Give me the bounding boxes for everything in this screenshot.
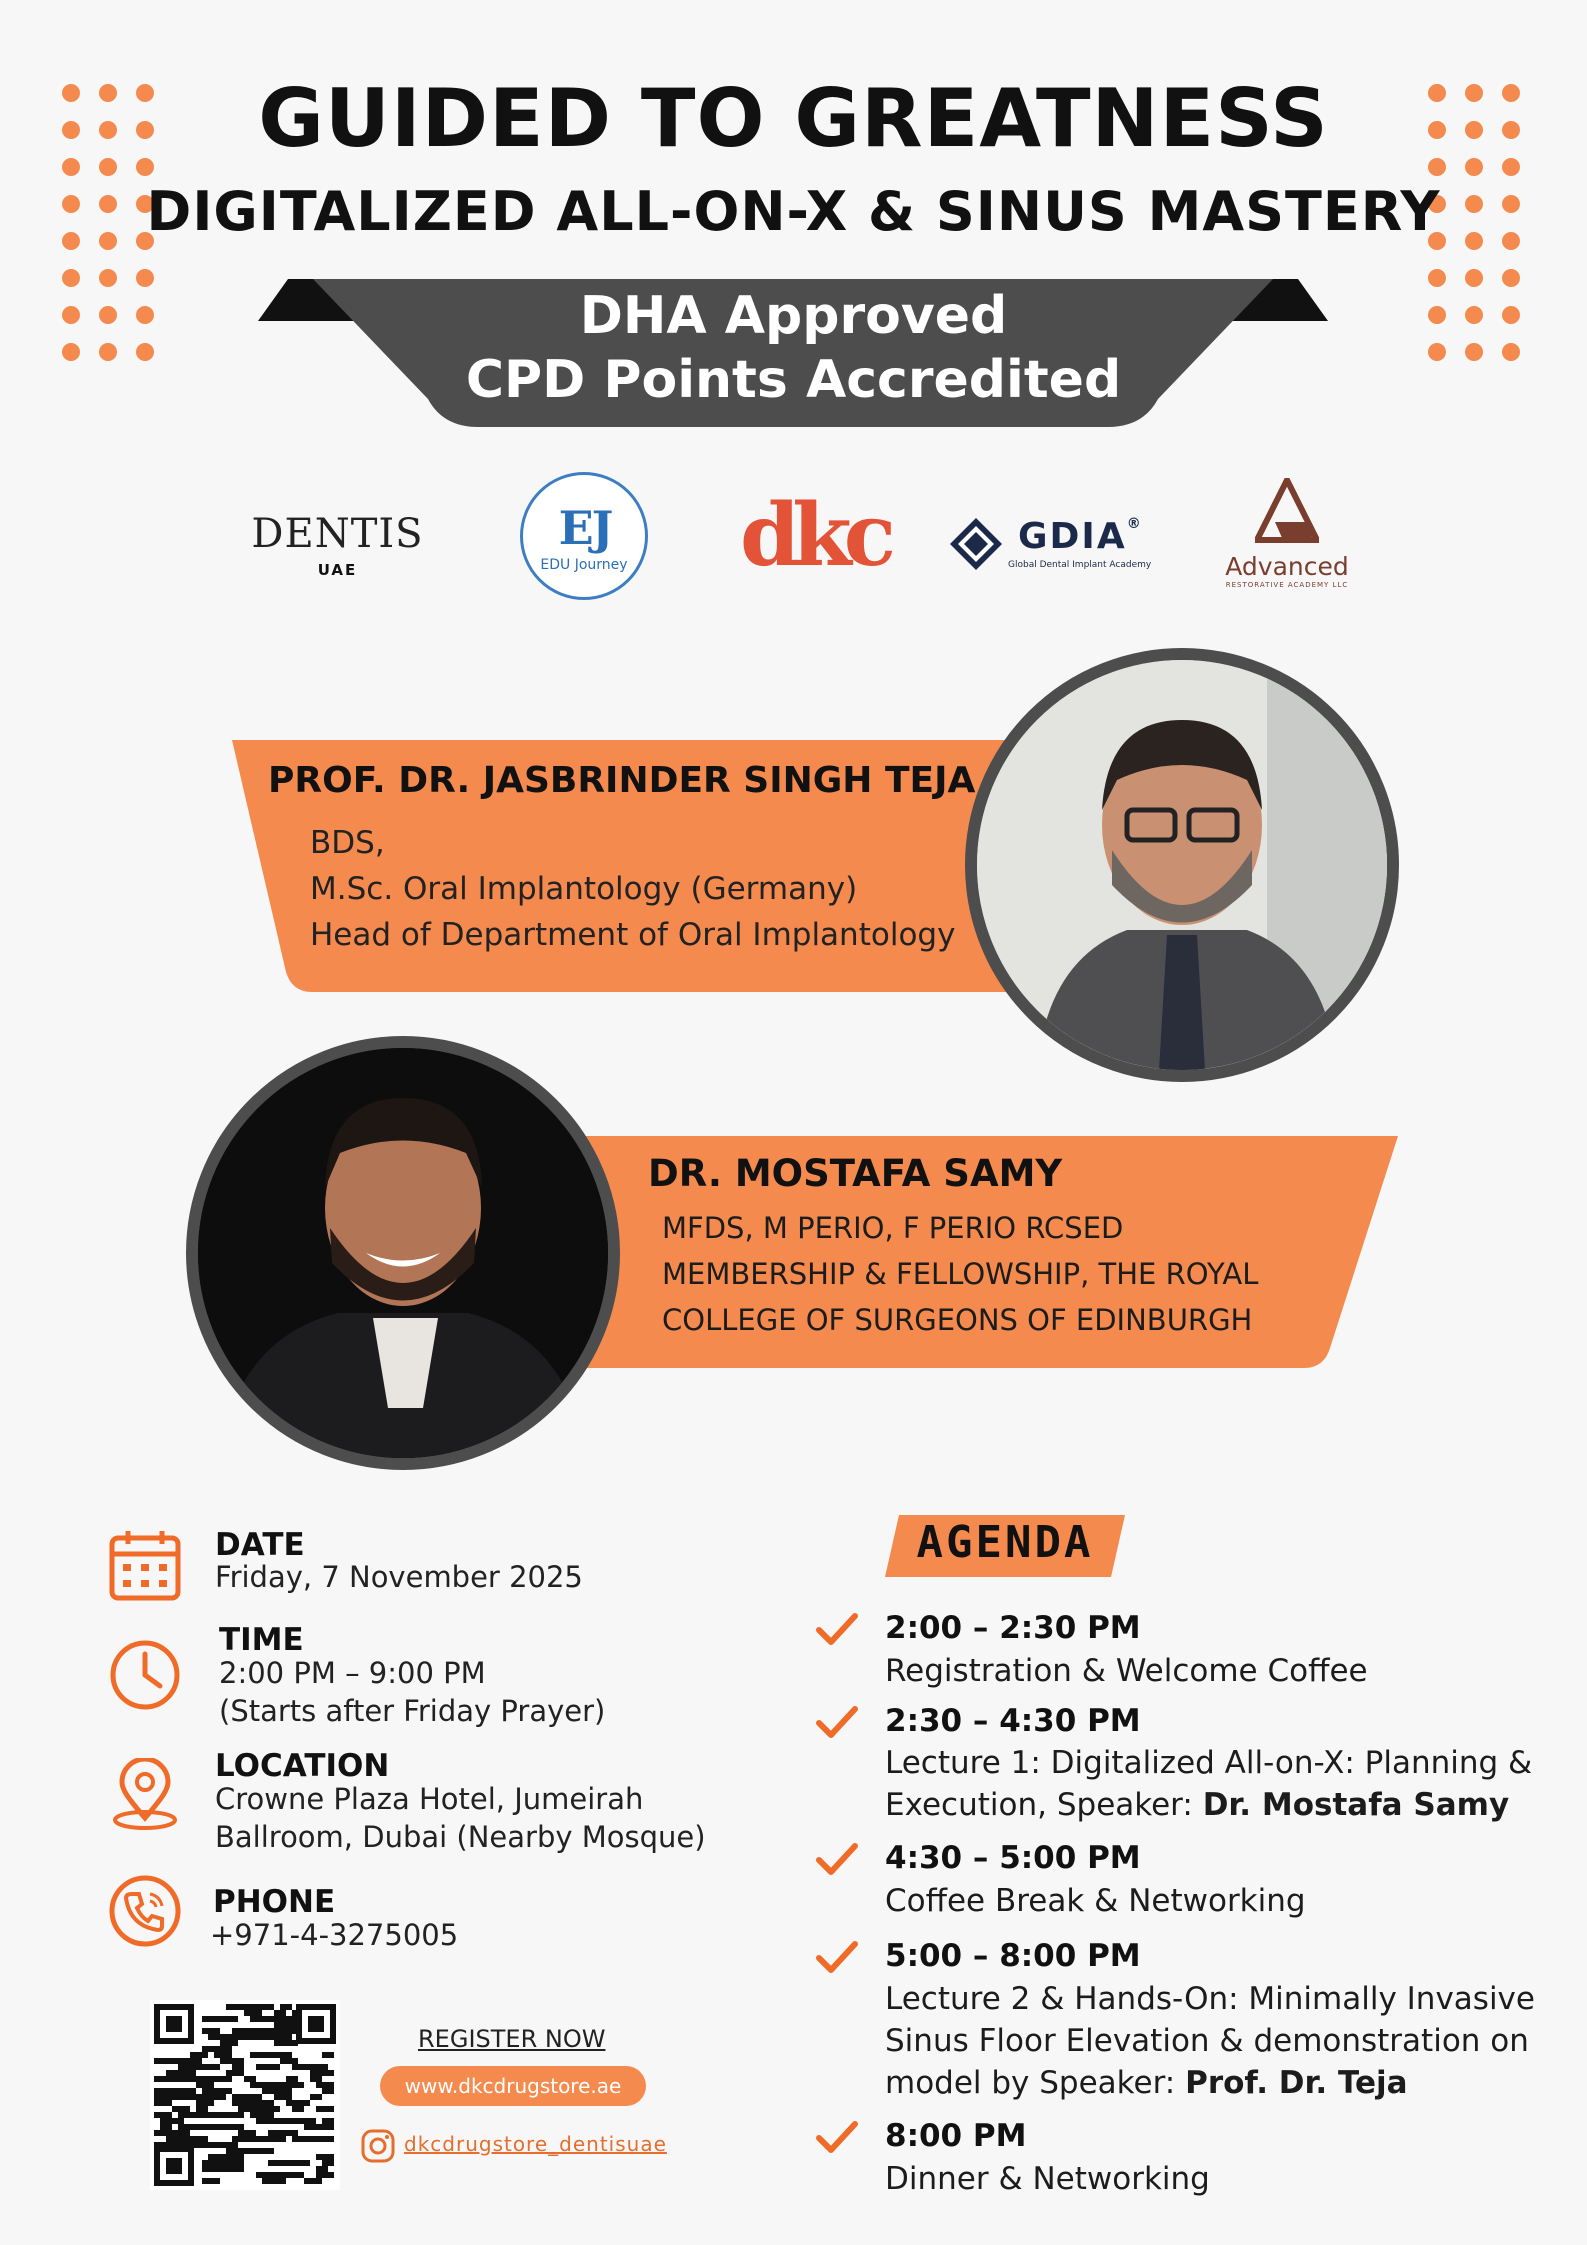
edu-journey-logo [520, 472, 648, 600]
time-value: 2:00 PM – 9:00 PM [219, 1656, 486, 1690]
phone-label: PHONE [213, 1884, 336, 1920]
page-subtitle: DIGITALIZED ALL-ON-X & SINUS MASTERY [146, 180, 1441, 243]
instagram-icon [360, 2128, 396, 2164]
agenda-item-text-part: model by Speaker: [885, 2065, 1186, 2101]
dentis-logo [245, 511, 430, 579]
banner-line-1: DHA Approved [579, 286, 1008, 346]
dentis-logo-name: DENTIS [251, 511, 424, 557]
agenda-heading: AGENDA [916, 1517, 1094, 1568]
speaker2-credential: MEMBERSHIP & FELLOWSHIP, THE ROYAL [662, 1257, 1259, 1291]
time-note: (Starts after Friday Prayer) [219, 1694, 606, 1728]
agenda-item-text: Coffee Break & Networking [885, 1883, 1306, 1919]
agenda-item-text-part: Execution, Speaker: [885, 1787, 1203, 1823]
advanced-triangle-icon [1255, 478, 1319, 544]
gdia-name [1018, 516, 1143, 557]
agenda-item-time: 2:00 – 2:30 PM [885, 1610, 1141, 1646]
speaker2-portrait [198, 1048, 608, 1458]
instagram-handle[interactable]: dkcdrugstore_dentisuae [404, 2132, 667, 2156]
gdia-logo [948, 512, 1158, 574]
gdia-sub: Global Dental Implant Academy [1008, 560, 1152, 570]
advanced-logo [1212, 478, 1362, 589]
agenda-item-text: Lecture 2 & Hands-On: Minimally Invasive [885, 1981, 1535, 2017]
speaker1-portrait [977, 660, 1387, 1070]
date-label: DATE [215, 1527, 305, 1563]
edu-journey-mark: EJ [558, 501, 612, 555]
check-icon [815, 1705, 859, 1741]
banner-line-2: CPD Points Accredited [465, 350, 1122, 410]
speaker2-credential: COLLEGE OF SURGEONS OF EDINBURGH [662, 1303, 1253, 1337]
location-label: LOCATION [215, 1748, 390, 1784]
agenda-item-text: Lecture 1: Digitalized All-on-X: Planning & [885, 1745, 1533, 1781]
speaker2-credential: MFDS, M PERIO, F PERIO RCSED [662, 1211, 1124, 1245]
register-now-link[interactable]: REGISTER NOW [418, 2025, 606, 2053]
advanced-sub: RESTORATIVE ACADEMY LLC [1225, 581, 1349, 589]
date-value: Friday, 7 November 2025 [215, 1560, 583, 1594]
speaker1-photo [965, 648, 1399, 1082]
dentis-logo-sub: UAE [317, 561, 358, 579]
time-label: TIME [219, 1622, 304, 1658]
speaker2-name: DR. MOSTAFA SAMY [648, 1152, 1063, 1195]
agenda-item-time: 2:30 – 4:30 PM [885, 1703, 1141, 1739]
speaker1-credential: BDS, [310, 825, 385, 861]
speaker1-name: PROF. DR. JASBRINDER SINGH TEJA [268, 760, 976, 801]
qr-code[interactable] [150, 2000, 340, 2190]
cpd-banner-text [0, 284, 1587, 412]
speaker2-photo [186, 1036, 620, 1470]
check-icon [815, 2120, 859, 2156]
advanced-name: Advanced [1225, 552, 1349, 581]
agenda-item-text [885, 2062, 1408, 2104]
page-title: GUIDED TO GREATNESS [258, 72, 1329, 165]
agenda-speaker: Prof. Dr. Teja [1185, 2065, 1408, 2101]
website-link[interactable]: www.dkcdrugstore.ae [380, 2066, 646, 2106]
agenda-item-text: Registration & Welcome Coffee [885, 1653, 1368, 1689]
phone-icon [108, 1874, 182, 1948]
agenda-speaker: Dr. Mostafa Samy [1202, 1787, 1510, 1823]
location-pin-icon [108, 1758, 182, 1832]
gdia-registered-mark: ® [1126, 516, 1143, 532]
calendar-icon [108, 1528, 182, 1602]
check-icon [815, 1940, 859, 1976]
check-icon [815, 1612, 859, 1648]
agenda-item-text [885, 1784, 1509, 1826]
edu-journey-label: EDU Journey [540, 557, 628, 573]
agenda-item-text: Sinus Floor Elevation & demonstration on [885, 2023, 1529, 2059]
phone-value[interactable]: +971-4-3275005 [210, 1918, 459, 1952]
speaker1-credential: Head of Department of Oral Implantology [310, 917, 956, 953]
agenda-item-text: Dinner & Networking [885, 2161, 1210, 2197]
gdia-diamond-icon [948, 516, 1004, 572]
check-icon [815, 1842, 859, 1878]
location-line-2: Ballroom, Dubai (Nearby Mosque) [215, 1820, 706, 1854]
agenda-item-time: 4:30 – 5:00 PM [885, 1840, 1141, 1876]
location-line-1: Crowne Plaza Hotel, Jumeirah [215, 1782, 644, 1816]
agenda-item-time: 8:00 PM [885, 2118, 1027, 2154]
gdia-name-text: GDIA [1018, 516, 1127, 557]
dkc-logo: dkc [740, 485, 889, 586]
clock-icon [108, 1638, 182, 1712]
agenda-item-time: 5:00 – 8:00 PM [885, 1938, 1141, 1974]
speaker1-credential: M.Sc. Oral Implantology (Germany) [310, 871, 858, 907]
